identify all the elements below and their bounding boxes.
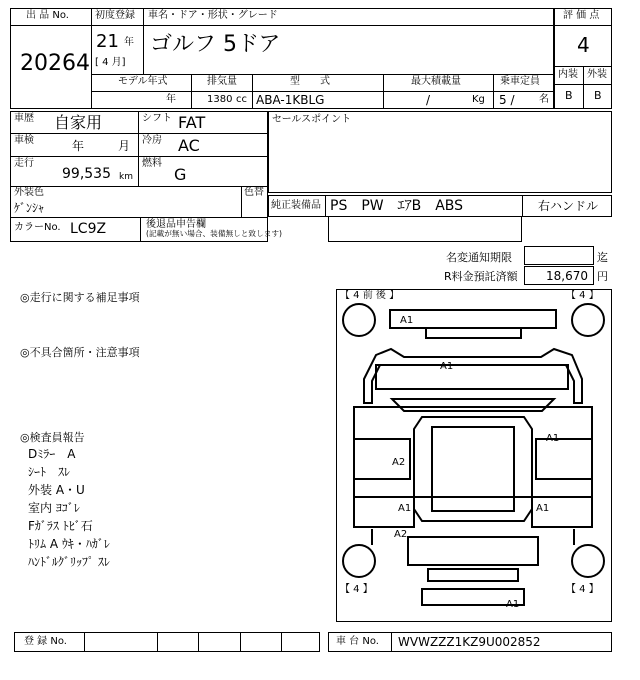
aftermarket-extra-box — [328, 217, 522, 242]
report-line: Fｶﾞﾗｽ ﾄﾋﾞ石 — [28, 519, 93, 533]
model-code: ABA-1KBLG — [256, 93, 325, 107]
left-rear-door-damage: A1 — [398, 503, 412, 514]
report-line: ﾄﾘﾑ A ｳｷ・ﾊｶﾞﾚ — [28, 537, 110, 551]
fuel-label: 燃料 — [142, 158, 162, 169]
model-label: 型 式 — [290, 76, 330, 87]
left-front-door-damage: A2 — [392, 457, 406, 468]
displacement-label: 排気量 — [207, 76, 237, 87]
ext-color-label: 外装色 — [14, 187, 44, 198]
max-load-label: 最大積載量 — [411, 76, 461, 87]
aftermarket-label: 後退品申告欄 — [146, 219, 206, 230]
recall-label: 名変通知期限 — [446, 251, 512, 264]
rear-bumper-damage: A1 — [506, 599, 520, 610]
right-front-door-damage: A1 — [546, 433, 560, 444]
fuel-value: G — [174, 165, 187, 184]
lot-number: 20264 — [20, 51, 90, 76]
front-bumper-shape — [390, 310, 556, 328]
model-year-unit: 年 — [166, 94, 176, 105]
driving-notes-label: ◎走行に関する補足事項 — [20, 291, 140, 304]
recycle-unit: 円 — [597, 270, 608, 283]
capacity-unit: 名 — [539, 94, 549, 105]
car-name: ゴルフ 5ドア — [150, 32, 281, 57]
color-no-label: カラーNo. — [14, 222, 61, 233]
recall-box — [524, 246, 594, 265]
inspection-label: 車検 — [14, 135, 34, 146]
capacity-value: 5 / — [499, 93, 515, 107]
chassis-no-value: WVWZZZ1KZ9U002852 — [398, 635, 541, 649]
registration-no-label: 登 録 No. — [24, 636, 67, 647]
sales-point-label: セールスポイント — [272, 114, 352, 125]
mileage-unit: km — [119, 172, 133, 182]
year-unit: 年 — [124, 37, 134, 48]
model-year-label: モデル年式 — [118, 76, 168, 87]
tire-front-right-label: 【 4 】 — [566, 290, 599, 301]
interior-label: 内装 — [558, 69, 578, 80]
tire-front-right — [572, 304, 604, 336]
color-no-value: LC9Z — [70, 221, 107, 237]
report-line: 外装 A・U — [28, 483, 85, 497]
displacement-value: 1380 — [207, 94, 233, 105]
ac-value: AC — [178, 136, 200, 155]
color-change-label: 色替 — [244, 187, 264, 198]
inspection-year: 年 — [72, 139, 85, 153]
defects-label: ◎不具合箇所・注意事項 — [20, 346, 140, 359]
first-registration-year: 21 — [96, 31, 119, 52]
interior-score: B — [565, 89, 573, 102]
lot-number-label: 出 品 No. — [26, 10, 69, 21]
front-bumper-damage: A1 — [400, 315, 414, 326]
first-registration-month: [ 4 月] — [95, 57, 126, 68]
chassis-no-label: 車 台 No. — [336, 636, 379, 647]
report-line: 室内 ﾖｺﾞﾚ — [28, 501, 80, 515]
left-rear-quarter-damage: A2 — [394, 529, 408, 540]
exterior-label: 外装 — [587, 69, 607, 80]
ac-label: 冷房 — [142, 135, 162, 146]
tire-rear-left-label: 【 4 】 — [340, 584, 373, 595]
equipment-value: PS PW ｴｱB ABS — [330, 198, 464, 214]
recycle-amount: 18,670 — [546, 269, 588, 283]
usage-label: 車歴 — [14, 113, 34, 124]
shift-value: FAT — [178, 113, 206, 132]
displacement-unit: cc — [236, 94, 247, 105]
tire-front-left-label: 【 4 前 後 】 — [340, 290, 400, 301]
report-line: ﾊﾝﾄﾞﾙｸﾞﾘｯﾌﾟ ｽﾚ — [28, 555, 110, 569]
ext-color-value: ｹﾞﾝｼｬ — [14, 201, 45, 215]
inspection-month: 月 — [118, 139, 131, 153]
usage-value: 自家用 — [54, 113, 103, 132]
max-load-slash: / — [426, 93, 431, 107]
report-line: Dﾐﾗｰ A — [28, 447, 76, 461]
recall-unit: 迄 — [597, 251, 608, 264]
tire-rear-right-label: 【 4 】 — [566, 584, 599, 595]
tire-rear-right — [572, 545, 604, 577]
mileage-value: 99,535 — [62, 166, 111, 182]
inspector-report-label: ◎検査員報告 — [20, 431, 85, 444]
recycle-label: R料金預託済額 — [444, 270, 518, 283]
capacity-label: 乗車定員 — [500, 76, 540, 87]
report-line: ｼｰﾄ ｽﾚ — [28, 465, 71, 479]
max-load-unit: Kg — [472, 94, 485, 105]
exterior-score: B — [594, 89, 602, 102]
first-registration-label: 初度登録 — [95, 10, 135, 21]
equipment-label: 純正装備品 — [271, 200, 321, 211]
hood-shape — [376, 365, 568, 389]
shift-label: シフト — [142, 113, 172, 124]
car-diagram — [336, 289, 612, 622]
mileage-label: 走行 — [14, 158, 34, 169]
aftermarket-note: (記載が無い場合、装備無しと致します) — [146, 230, 283, 239]
car-name-label: 車名・ドア・形状・グレード — [148, 10, 278, 21]
hood-damage: A1 — [440, 361, 454, 372]
tire-front-left — [343, 304, 375, 336]
score-value: 4 — [577, 33, 590, 57]
score-label: 評 価 点 — [563, 10, 600, 21]
handle-value: 右ハンドル — [538, 199, 599, 213]
right-rear-door-damage: A1 — [536, 503, 550, 514]
tire-rear-left — [343, 545, 375, 577]
